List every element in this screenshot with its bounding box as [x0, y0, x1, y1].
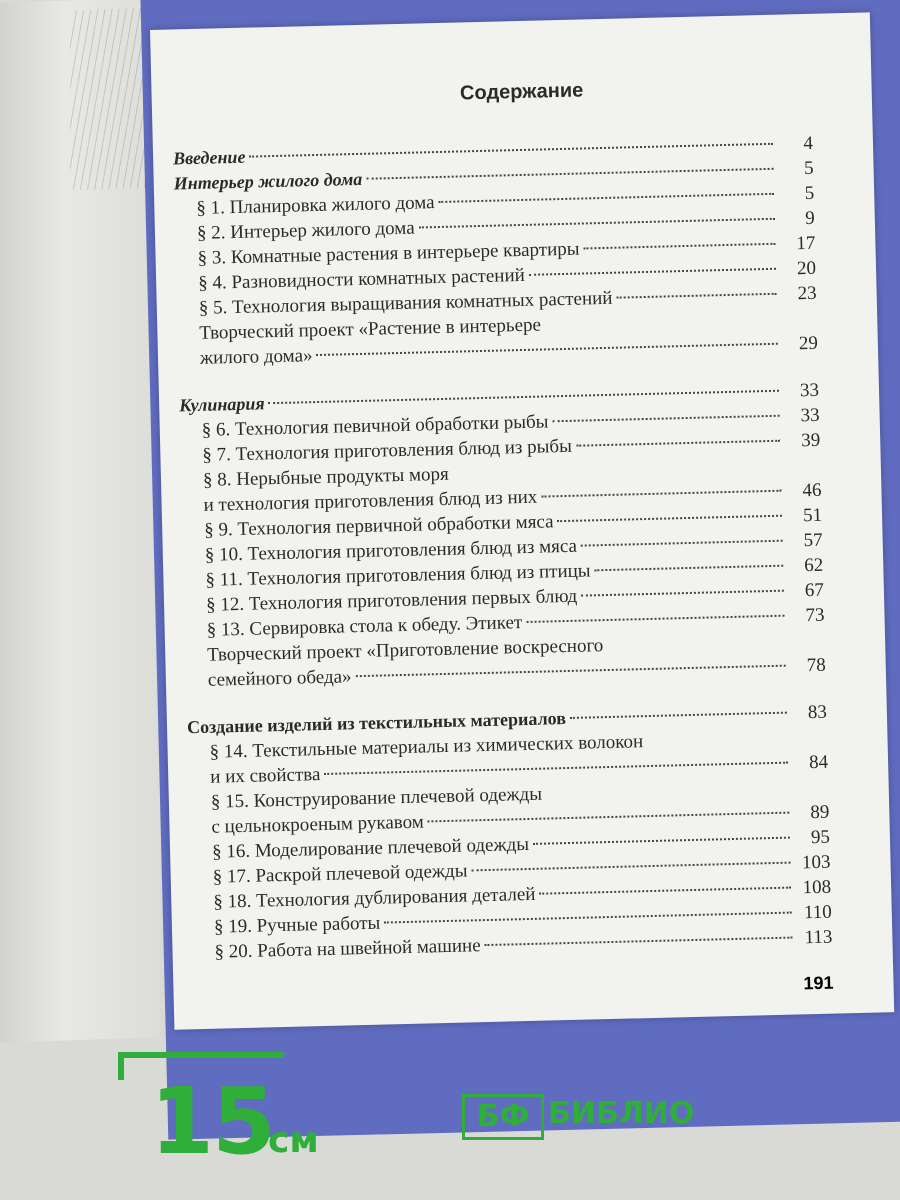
toc-page-number: 51 [802, 504, 823, 527]
ruler-unit: см [268, 1120, 319, 1161]
toc-entry-label: § 3. Комнатные растения в интерьере квартиры [197, 238, 580, 269]
toc-entry-label: § 9. Технология первичной обработки мяса [203, 511, 554, 541]
toc-page-number: 5 [803, 157, 814, 180]
toc-leader-dots [552, 415, 779, 423]
toc-page-number: 23 [797, 282, 817, 305]
book-page [150, 12, 894, 1029]
toc-page-number: 4 [803, 132, 814, 155]
toc-entry-label: § 20. Работа на швейной машине [214, 935, 481, 963]
toc-leader-dots [471, 862, 790, 872]
toc-leader-dots [366, 168, 773, 180]
toc-leader-dots [541, 490, 781, 498]
toc-page-number: 20 [796, 257, 817, 280]
toc-leader-dots [576, 440, 780, 447]
toc-entry-label: § 12. Технология приготовления первых блюд [205, 585, 578, 616]
toc-page-number: 83 [807, 701, 828, 724]
toc-leader-dots [581, 590, 784, 597]
toc-page-number: 39 [800, 429, 821, 452]
toc-page-number: 29 [798, 332, 819, 355]
toc-title: Содержание [459, 79, 584, 105]
toc-leader-dots [557, 515, 782, 522]
toc-leader-dots [583, 243, 775, 250]
toc-page-number: 113 [804, 926, 833, 949]
toc-entry-label: § 11. Технология приготовления блюд из птицы [205, 560, 591, 591]
toc-page-number: 84 [808, 751, 829, 774]
toc-lines [173, 131, 833, 965]
toc-entry-label: Создание изделий из текстильных материалов [186, 708, 567, 738]
toc-entry-label: с цельнокроеным рукавом [211, 811, 425, 838]
toc-entry-label: § 10. Технология приготовления блюд из мяса [204, 535, 578, 566]
toc-leader-dots [249, 143, 773, 158]
toc-page-number: 110 [803, 901, 833, 924]
toc-entry-label: Творческий проект «Приготовление воскресного [207, 635, 604, 666]
toc-leader-dots [419, 218, 775, 229]
toc-page-number: 33 [800, 404, 820, 427]
toc-leader-dots [616, 293, 776, 299]
toc-page-number: 9 [805, 207, 816, 230]
toc-leader-dots [581, 540, 783, 547]
toc-entry-label: § 1. Планировка жилого дома [196, 192, 435, 219]
toc-entry-label: § 4. Разновидности комнатных растений [197, 264, 526, 294]
toc-leader-dots [485, 937, 793, 947]
toc-entry-label: § 17. Раскрой плечевой одежды [212, 860, 468, 888]
toc-entry-label: § 16. Моделирование плечевой одежды [211, 833, 530, 863]
toc-entry-label: § 14. Текстильные материалы из химических волокон [209, 731, 644, 763]
toc-leader-dots [355, 665, 785, 678]
table-of-contents [171, 74, 832, 965]
facing-page [0, 0, 160, 1043]
toc-page-number: 5 [804, 182, 815, 205]
toc-page-number: 57 [803, 529, 823, 552]
toc-page-number: 103 [801, 851, 831, 874]
toc-entry-label: § 18. Технология дублирования деталей [213, 883, 536, 913]
logo-text: БИБЛИО [548, 1096, 695, 1131]
toc-entry-label: § 13. Сервировка стола к обеду. Этикет [206, 612, 523, 641]
toc-leader-dots [384, 912, 792, 924]
toc-entry-label: и технология приготовления блюд из них [203, 486, 538, 516]
toc-entry-label: § 5. Технология выращивания комнатных растений [198, 287, 613, 319]
toc-page-number: 78 [806, 654, 826, 677]
toc-page-number: 73 [805, 604, 825, 627]
toc-entry-label: § 15. Конструирование плечевой одежды [210, 783, 543, 813]
toc-entry-label: § 8. Нерыбные продукты моря [202, 463, 450, 491]
toc-leader-dots [529, 268, 776, 276]
toc-leader-dots [570, 712, 787, 719]
toc-entry-label: § 7. Технология приготовления блюд из рыбы [202, 435, 573, 466]
toc-leader-dots [533, 837, 790, 845]
toc-entry-label: § 6. Технология певичной обработки рыбы [201, 411, 549, 441]
toc-leader-dots [316, 343, 777, 356]
toc-entry-label: Интерьер жилого дома [173, 168, 363, 194]
toc-leader-dots [539, 887, 791, 895]
toc-entry-label: и их свойства [210, 764, 321, 788]
toc-page-number: 17 [796, 232, 816, 255]
ruler-value: 15 [150, 1068, 275, 1175]
toc-entry-label: Кулинария [178, 393, 265, 416]
toc-leader-dots [595, 565, 784, 572]
toc-page-number: 108 [802, 876, 832, 899]
toc-leader-dots [526, 615, 784, 623]
facing-page-text [70, 8, 150, 191]
toc-entry-label: семейного обеда» [207, 666, 352, 691]
toc-page-number: 89 [810, 801, 830, 824]
toc-entry-label: § 19. Ручные работы [213, 912, 381, 938]
toc-page-number: 46 [802, 479, 822, 502]
page-number: 191 [803, 972, 834, 994]
toc-entry-label: жилого дома» [199, 345, 313, 369]
toc-entry-label: Введение [172, 146, 246, 169]
toc-entry-label: § 2. Интерьер жилого дома [196, 217, 415, 244]
toc-page-number: 67 [804, 579, 825, 602]
toc-page-number: 62 [804, 554, 824, 577]
toc-page-number: 33 [799, 379, 820, 402]
toc-entry-label: Творческий проект «Растение в интерьере [199, 314, 542, 344]
toc-leader-dots [428, 812, 790, 823]
toc-leader-dots [324, 762, 788, 775]
toc-leader-dots [439, 193, 775, 203]
toc-page-number: 95 [810, 826, 831, 849]
toc-leader-dots [269, 390, 779, 404]
logo-mark: БФ [462, 1094, 544, 1140]
